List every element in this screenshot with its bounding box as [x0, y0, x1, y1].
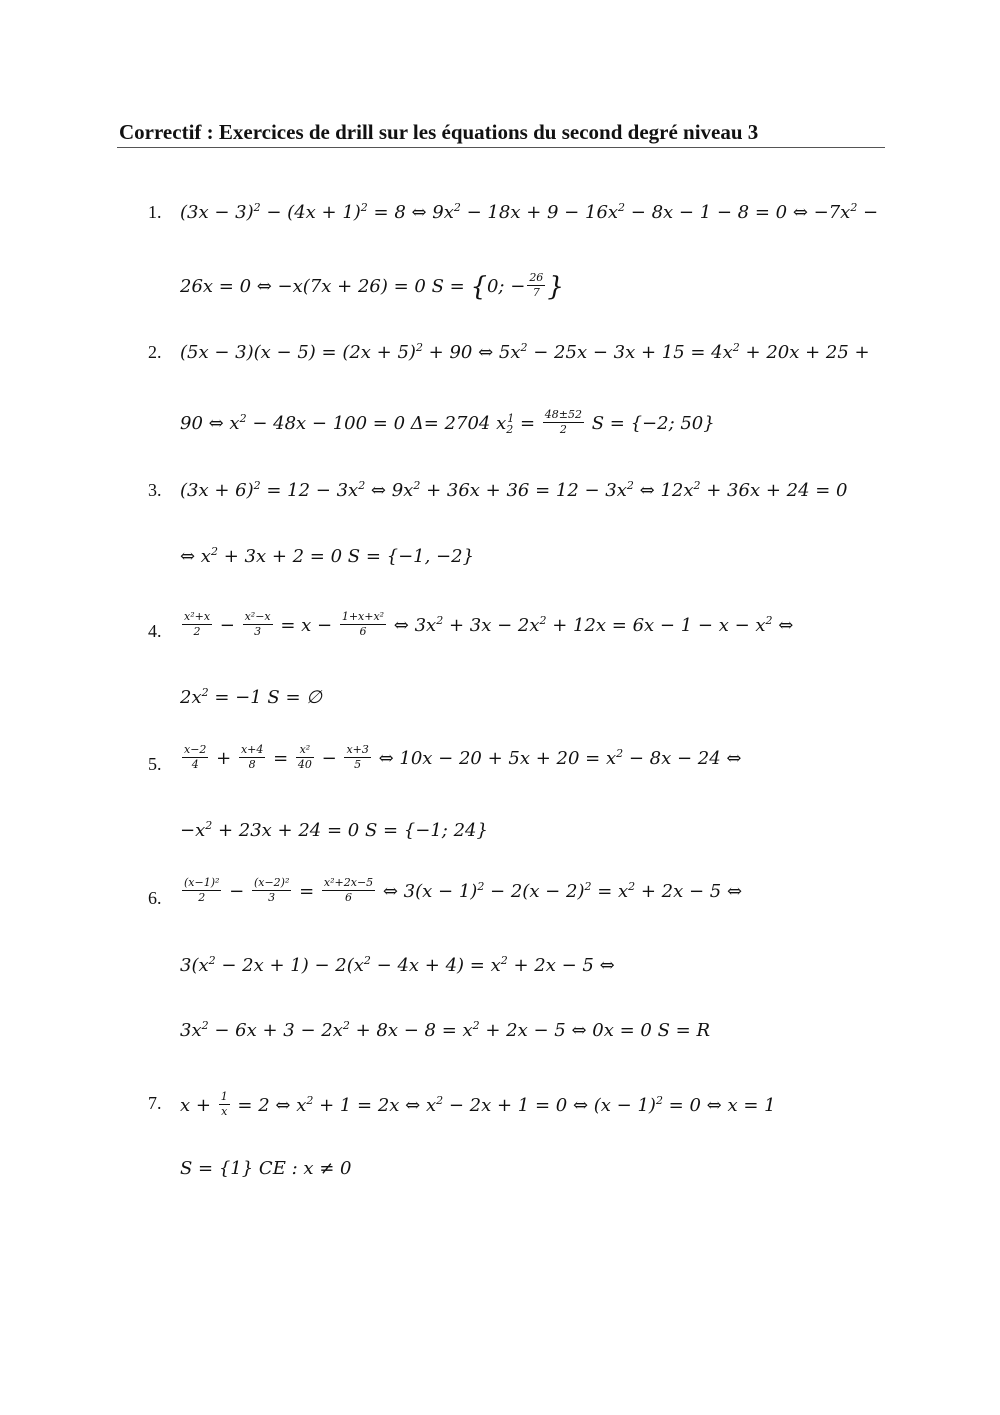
- fraction: $\frac{26}{7}$: [529, 270, 544, 299]
- fraction: $\frac{\text{(x−2)²}}{3}$: [253, 876, 290, 904]
- fraction: $\frac{\text{x²+x}}{2}$: [184, 610, 211, 638]
- fraction: $\frac{\text{x²+2x−5}}{6}$: [323, 876, 374, 904]
- equation-line: S = {1} CE : x ≠ 0: [180, 1158, 352, 1179]
- exercise-number: 4.: [148, 621, 162, 641]
- equation-line: $-x^2 + 23x + 24 = 0$ S = {−1; 24}: [180, 819, 488, 841]
- fraction: $\frac{x+4}{8}$: [240, 743, 264, 771]
- equation-line: $2x^2 = -1$ S = ∅: [180, 686, 322, 708]
- equation-line: $(5x - 3)(x - 5) = (2x + 5)^2 + 90$ ⇔ $5x^2 - 25x - 3x + 15 = 4x^2 + 20x + 25$ +: [180, 341, 870, 363]
- fraction: $\frac{\text{x²}}{40}$: [297, 743, 312, 771]
- document-title: Correctif : Exercices de drill sur les équations du second degré niveau 3: [119, 120, 759, 144]
- equation-line: ⇔ $x^2 + 3x + 2 = 0$ S = {−1, −2}: [180, 545, 475, 567]
- fraction: $\frac{48\pm 52}{2}$: [544, 408, 582, 436]
- equation-line: $3x^2 - 6x + 3 - 2x^2 + 8x - 8 = x^2 + 2x - 5$ ⇔ 0x = 0 S = R: [180, 1019, 710, 1041]
- equation-line: $\frac{x-2}{4}$ + $\frac{x+4}{8}$ = $\frac{\text{x²}}{40}$ − $\frac{x+3}{5}$ ⇔ $10x - 20 + 5x + 20 = x^2 - 8x - 24$ ⇔: [184, 743, 742, 771]
- exercise-number: 7.: [148, 1093, 162, 1113]
- exercise-number: 2.: [148, 342, 162, 362]
- equation-line: $(3x + 6)^2 = 12 - 3x^2$ ⇔ $9x^2 + 36x + 36 = 12 - 3x^2$ ⇔ $12x^2 + 36x + 24 = 0$: [180, 479, 848, 501]
- equation-line: $3(x^2 - 2x + 1) - 2(x^2 - 4x + 4) = x^2 + 2x - 5$ ⇔: [180, 954, 615, 976]
- equation-line: 26x = 0 ⇔ −x(7x + 26) = 0 S = {0; − $\frac{26}{7}$ }: [180, 270, 564, 302]
- equation-line: $\frac{\text{x²+x}}{2}$ − $\frac{\text{x²−x}}{3}$ = x − $\frac{\text{1+x+x²}}{6}$ ⇔ $3x^2 + 3x - 2x^2 + 12x = 6x - 1 - x - x^2$ ⇔: [184, 610, 794, 638]
- equation-line: $(3x - 3)^2 - (4x + 1)^2 = 8$ ⇔ $9x^2 - 18x + 9 - 16x^2 - 8x - 1 - 8 = 0$ ⇔ $-7x^2$ −: [180, 201, 879, 223]
- title-underline: [117, 147, 885, 148]
- equation-line: 90 ⇔ $x^2 - 48x - 100 = 0$ Δ= 2704 $x_2^1$ = $\frac{48\pm 52}{2}$ S = {−2; 50}: [180, 408, 715, 437]
- fraction: $\frac{\text{x²−x}}{3}$: [244, 610, 271, 638]
- fraction: $\frac{\text{1+x+x²}}{6}$: [341, 610, 385, 638]
- fraction: $\frac{1}{x}$: [220, 1090, 228, 1118]
- exercise-number: 6.: [148, 888, 162, 908]
- equation-line: $\frac{\text{(x−1)²}}{2}$ − $\frac{\text{(x−2)²}}{3}$ = $\frac{\text{x²+2x−5}}{6}$ ⇔ $3(x - 1)^2 - 2(x - 2)^2 = x^2 + 2x - 5$ ⇔: [184, 876, 743, 904]
- fraction: $\frac{x-2}{4}$: [184, 743, 207, 771]
- fraction: $\frac{\text{(x−1)²}}{2}$: [184, 876, 220, 904]
- fraction: $\frac{x+3}{5}$: [346, 743, 369, 771]
- equation-line: x + $\frac{1}{x}$ = 2 ⇔ $x^2 + 1 = 2x$ ⇔ $x^2 - 2x + 1 = 0$ ⇔ $(x - 1)^2 = 0$ ⇔ x = 1: [180, 1090, 776, 1118]
- exercise-number: 1.: [148, 202, 162, 222]
- exercise-number: 5.: [148, 754, 162, 774]
- exercise-number: 3.: [148, 480, 162, 500]
